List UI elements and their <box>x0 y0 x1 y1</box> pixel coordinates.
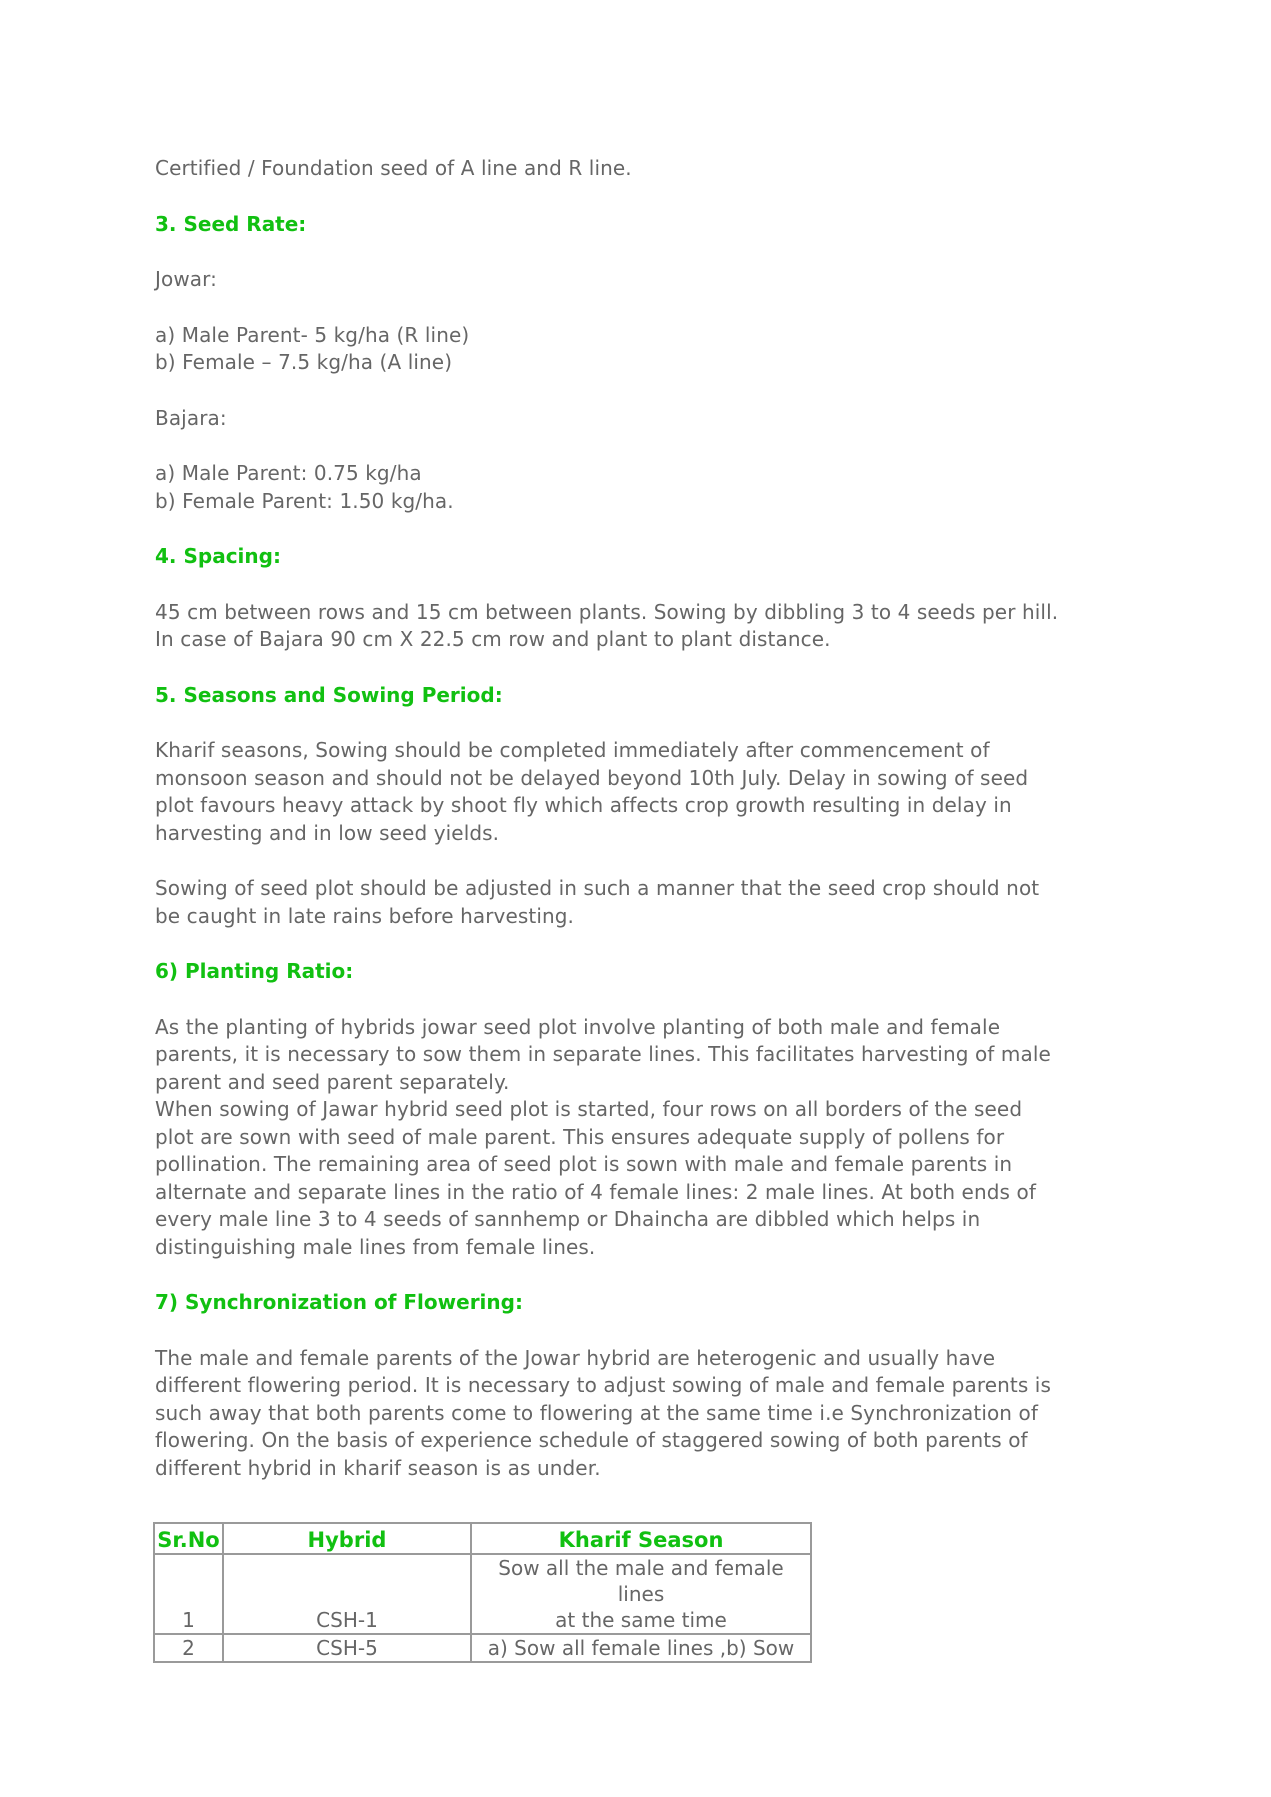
intro-text: Certified / Foundation seed of A line and R line. <box>155 156 632 180</box>
kharif-schedule-table <box>153 1522 812 1663</box>
spacing-heading: 4. Spacing: <box>155 544 281 568</box>
synchronization-text: different flowering period. It is necessary to adjust sowing of male and female parents is <box>155 1373 1051 1397</box>
planting-ratio-text: parents, it is necessary to sow them in separate lines. This facilitates harvesting of male <box>155 1042 1051 1066</box>
jowar-label: Jowar: <box>155 267 217 291</box>
cell-hybrid: CSH-5 <box>223 1634 471 1662</box>
cell-kharif-season <box>471 1634 811 1662</box>
seasons-text: Kharif seasons, Sowing should be completed immediately after commencement of <box>155 738 990 762</box>
cell-sr-no: 1 <box>154 1554 223 1634</box>
seed-rate-heading: 3. Seed Rate: <box>155 211 307 236</box>
season-line: at the same time <box>555 1608 727 1632</box>
planting-ratio-text: every male line 3 to 4 seeds of sannhemp or Dhaincha are dibbled which helps in <box>155 1207 981 1231</box>
synchronization-text: The male and female parents of the Jowar hybrid are heterogenic and usually have <box>155 1345 996 1370</box>
seasons-heading: 5. Seasons and Sowing Period: <box>155 682 503 707</box>
planting-ratio-heading: 6) Planting Ratio: <box>155 959 354 983</box>
seasons-text: plot favours heavy attack by shoot fly which affects crop growth resulting in delay in <box>155 793 1012 817</box>
planting-ratio-text: pollination. The remaining area of seed plot is sown with male and female parents in <box>155 1152 1013 1176</box>
seasons-text: harvesting and in low seed yields. <box>155 820 500 845</box>
spacing-text: 45 cm between rows and 15 cm between plants. Sowing by dibbling 3 to 4 seeds per hill. <box>155 599 1059 624</box>
planting-ratio-text: parent and seed parent separately. <box>155 1069 510 1094</box>
planting-ratio-text: When sowing of Jawar hybrid seed plot is started, four rows on all borders of the seed <box>155 1097 1023 1121</box>
planting-ratio-text: alternate and separate lines in the ratio of 4 female lines: 2 male lines. At both ends of <box>155 1179 1036 1204</box>
cell-sr-no: 2 <box>154 1634 223 1662</box>
planting-ratio-text: distinguishing male lines from female lines. <box>155 1234 596 1259</box>
seasons-text: Sowing of seed plot should be adjusted in such a manner that the seed crop should not <box>155 876 1040 900</box>
jowar-item: a) Male Parent- 5 kg/ha (R line) <box>155 322 470 347</box>
bajara-item: b) Female Parent: 1.50 kg/ha. <box>155 488 454 513</box>
synchronization-text: different hybrid in kharif season is as under. <box>155 1455 601 1480</box>
header-hybrid: Hybrid <box>223 1523 471 1554</box>
jowar-item: b) Female – 7.5 kg/ha (A line) <box>155 350 453 374</box>
cell-hybrid: CSH-1 <box>223 1554 471 1634</box>
table-row <box>154 1634 811 1662</box>
document-page <box>155 155 1155 1482</box>
synchronization-heading: 7) Synchronization of Flowering: <box>155 1290 523 1314</box>
planting-ratio-text: plot are sown with seed of male parent. This ensures adequate supply of pollens for <box>155 1124 1005 1149</box>
synchronization-text: such away that both parents come to flowering at the same time i.e Synchronization of <box>155 1400 1039 1425</box>
season-line: a) Sow all female lines ,b) Sow <box>487 1636 795 1660</box>
header-kharif-season: Kharif Season <box>471 1523 811 1554</box>
synchronization-text: flowering. On the basis of experience schedule of staggered sowing of both parents of <box>155 1428 1028 1452</box>
bajara-label: Bajara: <box>155 405 227 430</box>
planting-ratio-text: As the planting of hybrids jowar seed plot involve planting of both male and female <box>155 1014 1001 1039</box>
header-sr-no: Sr.No <box>154 1523 223 1554</box>
table-row <box>154 1554 811 1634</box>
cell-kharif-season <box>471 1554 811 1634</box>
spacing-text: In case of Bajara 90 cm X 22.5 cm row and plant to plant distance. <box>155 627 831 651</box>
bajara-item: a) Male Parent: 0.75 kg/ha <box>155 461 422 485</box>
seasons-text: be caught in late rains before harvesting. <box>155 903 575 928</box>
season-line: Sow all the male and female lines <box>498 1556 784 1606</box>
seasons-text: monsoon season and should not be delayed beyond 10th July. Delay in sowing of seed <box>155 765 1029 790</box>
table-header-row <box>154 1523 811 1554</box>
